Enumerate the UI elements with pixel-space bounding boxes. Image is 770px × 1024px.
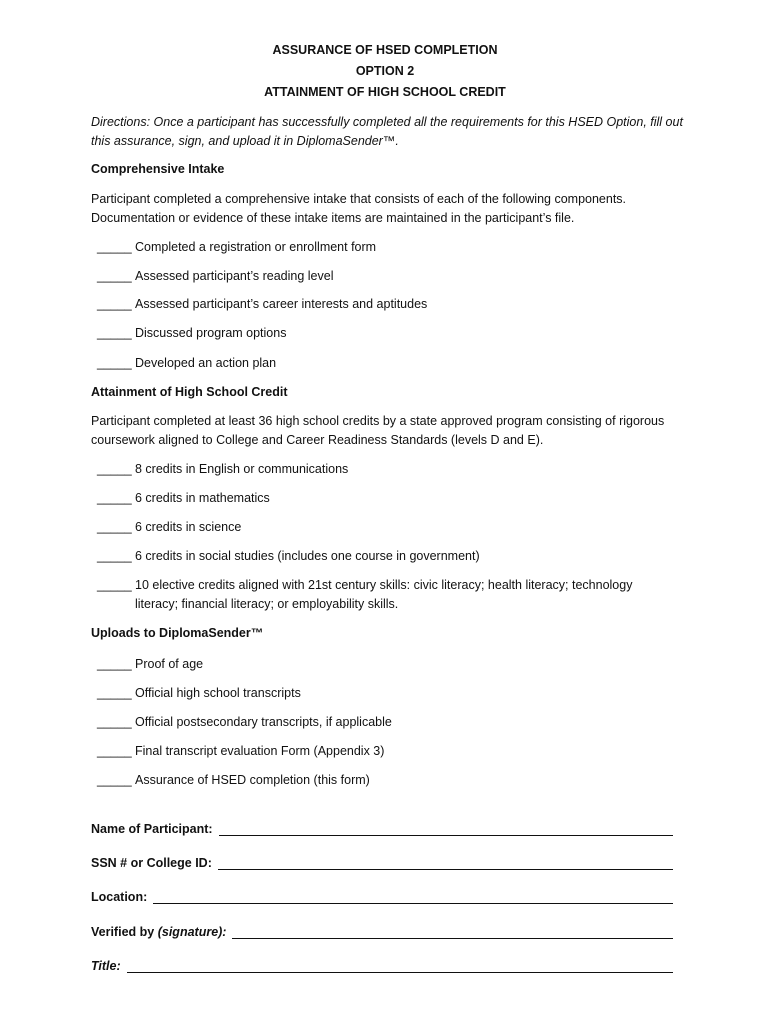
intake-checklist-item — [97, 267, 697, 286]
location-input-line[interactable] — [153, 890, 673, 904]
directions-text: Directions: Once a participant has successfully completed all the requirements for this HSED Option, fill out this assurance, sign, and upload it in DiplomaSender™. — [91, 115, 683, 148]
intake-checklist-item — [97, 295, 697, 314]
checkbox-blank-line[interactable]: _____ — [97, 773, 132, 787]
checkbox-blank-line[interactable]: _____ — [97, 578, 132, 592]
location-label: Location: — [91, 890, 148, 904]
document-title-line-3: ATTAINMENT OF HIGH SCHOOL CREDIT — [264, 85, 506, 99]
checkbox-blank-line[interactable]: _____ — [97, 520, 132, 534]
checklist-item-label: 6 credits in science — [135, 520, 242, 534]
intake-description: Participant completed a comprehensive intake that consists of each of the following components. Documentation or evidence of these intake items are maintained in the participant’s file. — [91, 192, 627, 225]
intake-checklist-item — [97, 238, 697, 257]
participant-name-input-line[interactable] — [219, 822, 673, 836]
checklist-item-label: 6 credits in mathematics — [135, 491, 270, 505]
signature-input-line[interactable] — [232, 925, 673, 939]
checklist-item-label: Assessed participant’s career interests and aptitudes — [135, 297, 428, 311]
checkbox-blank-line[interactable]: _____ — [97, 491, 132, 505]
credit-description: Participant completed at least 36 high school credits by a state approved program consisting of rigorous coursework aligned to College and Career Readiness Standards (levels D and E). — [91, 414, 665, 447]
checkbox-blank-line[interactable]: _____ — [97, 744, 132, 758]
checkbox-blank-line[interactable]: _____ — [97, 657, 132, 671]
checklist-item-label: Assessed participant’s reading level — [135, 269, 334, 283]
uploads-heading: Uploads to DiplomaSender™ — [91, 626, 264, 640]
checklist-item-label: Final transcript evaluation Form (Appendix 3) — [135, 744, 385, 758]
document-title-line-1: ASSURANCE OF HSED COMPLETION — [272, 43, 498, 57]
checkbox-blank-line[interactable]: _____ — [97, 686, 132, 700]
ssn-input-line[interactable] — [218, 856, 673, 870]
checklist-item-label: Proof of age — [135, 657, 204, 671]
credit-checklist-item — [97, 576, 697, 614]
title-label: Title: — [91, 959, 121, 973]
checklist-item-label: Developed an action plan — [135, 356, 277, 370]
uploads-checklist-item — [97, 742, 697, 761]
ssn-field — [91, 856, 673, 870]
checkbox-blank-line[interactable]: _____ — [97, 715, 132, 729]
checkbox-blank-line[interactable]: _____ — [97, 269, 132, 283]
checkbox-blank-line[interactable]: _____ — [97, 297, 132, 311]
credit-checklist-item — [97, 460, 697, 479]
title-field — [91, 959, 673, 973]
checklist-item-label: 10 elective credits aligned with 21st century skills: civic literacy; health literacy; technology literacy; financial literacy; or employability skills. — [135, 578, 633, 611]
checklist-item-label: 8 credits in English or communications — [135, 462, 349, 476]
uploads-checklist-item — [97, 771, 697, 790]
signature-label: (signature): — [157, 925, 227, 939]
checkbox-blank-line[interactable]: _____ — [97, 549, 132, 563]
verified-by-label: Verified by — [91, 925, 155, 939]
checklist-item-label: Discussed program options — [135, 326, 287, 340]
credit-checklist-item — [97, 547, 697, 566]
checklist-item-label: Official postsecondary transcripts, if applicable — [135, 715, 392, 729]
title-input-line[interactable] — [127, 959, 673, 973]
checklist-item-label: 6 credits in social studies (includes one course in government) — [135, 549, 480, 563]
uploads-checklist-item — [97, 655, 697, 674]
credit-checklist-item — [97, 489, 697, 508]
checklist-item-label: Official high school transcripts — [135, 686, 301, 700]
checklist-item-label: Assurance of HSED completion (this form) — [135, 773, 370, 787]
checklist-item-label: Completed a registration or enrollment form — [135, 240, 377, 254]
intake-checklist-item — [97, 324, 697, 343]
intake-heading: Comprehensive Intake — [91, 162, 225, 176]
uploads-checklist-item — [97, 684, 697, 703]
checkbox-blank-line[interactable]: _____ — [97, 240, 132, 254]
checkbox-blank-line[interactable]: _____ — [97, 326, 132, 340]
checkbox-blank-line[interactable]: _____ — [97, 462, 132, 476]
checkbox-blank-line[interactable]: _____ — [97, 356, 132, 370]
participant-name-label: Name of Participant: — [91, 822, 213, 836]
ssn-label: SSN # or College ID: — [91, 856, 212, 870]
uploads-checklist-item — [97, 713, 697, 732]
credit-heading: Attainment of High School Credit — [91, 385, 288, 399]
intake-checklist-item — [97, 354, 697, 373]
credit-checklist-item — [97, 518, 697, 537]
participant-name-field — [91, 822, 673, 836]
verified-by-field — [91, 925, 673, 939]
document-title-line-2: OPTION 2 — [355, 64, 415, 78]
location-field — [91, 890, 673, 904]
